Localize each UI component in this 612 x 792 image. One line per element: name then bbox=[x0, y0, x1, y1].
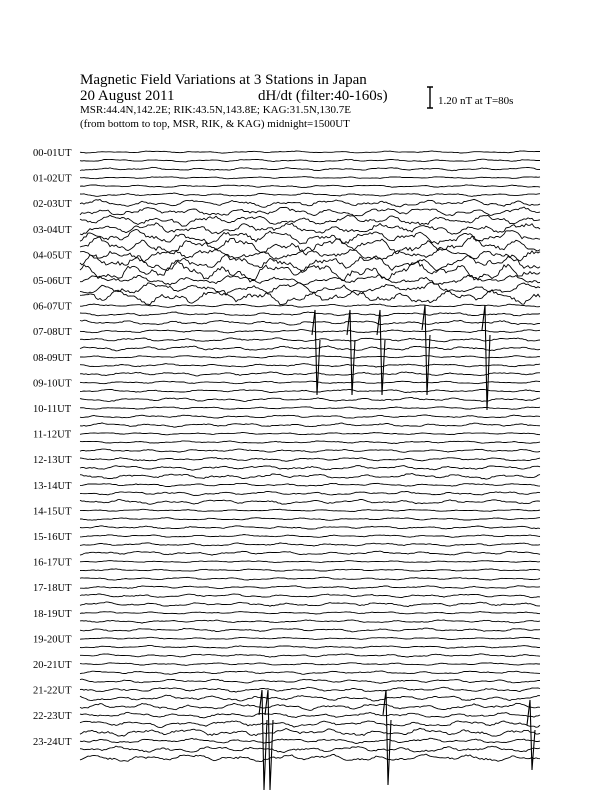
trace-RIK-08-09UT bbox=[80, 364, 540, 368]
trace-MSR-04-05UT bbox=[80, 247, 540, 262]
trace-KAG-07-08UT bbox=[80, 346, 540, 351]
row-label-02-03UT: 02-03UT bbox=[33, 199, 72, 211]
trace-MSR-08-09UT bbox=[80, 356, 540, 359]
trace-KAG-00-01UT bbox=[80, 167, 540, 171]
spike-trace-2 bbox=[377, 310, 385, 395]
trace-MSR-07-08UT bbox=[80, 330, 540, 333]
trace-MSR-13-14UT bbox=[80, 483, 540, 486]
trace-MSR-23-24UT bbox=[80, 738, 540, 743]
row-label-14-15UT: 14-15UT bbox=[33, 506, 72, 518]
trace-KAG-06-07UT bbox=[80, 320, 540, 325]
row-label-09-10UT: 09-10UT bbox=[33, 378, 72, 390]
spike-trace-7 bbox=[383, 690, 391, 785]
row-label-06-07UT: 06-07UT bbox=[33, 301, 72, 313]
trace-KAG-21-22UT bbox=[80, 703, 540, 710]
trace-KAG-09-10UT bbox=[80, 398, 540, 402]
trace-KAG-01-02UT bbox=[80, 193, 540, 196]
trace-KAG-20-21UT bbox=[80, 679, 540, 683]
trace-RIK-23-24UT bbox=[80, 746, 540, 752]
trace-KAG-19-20UT bbox=[80, 654, 540, 657]
trace-MSR-01-02UT bbox=[80, 177, 540, 179]
trace-KAG-03-04UT bbox=[80, 236, 540, 255]
row-label-15-16UT: 15-16UT bbox=[33, 532, 72, 543]
trace-KAG-23-24UT bbox=[80, 754, 540, 762]
trace-MSR-03-04UT bbox=[80, 223, 540, 235]
row-label-11-12UT: 11-12UT bbox=[33, 429, 72, 441]
trace-RIK-09-10UT bbox=[80, 389, 540, 392]
trace-MSR-02-03UT bbox=[80, 199, 540, 207]
trace-RIK-00-01UT bbox=[80, 159, 540, 162]
row-label-20-21UT: 20-21UT bbox=[33, 660, 72, 671]
trace-MSR-17-18UT bbox=[80, 586, 540, 589]
trace-MSR-16-17UT bbox=[80, 561, 540, 563]
trace-RIK-21-22UT bbox=[80, 695, 540, 701]
trace-RIK-06-07UT bbox=[80, 312, 540, 316]
trace-RIK-22-23UT bbox=[80, 721, 540, 727]
trace-RIK-19-20UT bbox=[80, 645, 540, 648]
row-label-08-09UT: 08-09UT bbox=[33, 352, 72, 364]
scale-bar bbox=[427, 87, 433, 108]
chart-title: Magnetic Field Variations at 3 Stations in Japan bbox=[80, 72, 367, 88]
trace-RIK-10-11UT bbox=[80, 415, 540, 418]
trace-KAG-16-17UT bbox=[80, 577, 540, 580]
trace-RIK-12-13UT bbox=[80, 466, 540, 471]
row-label-17-18UT: 17-18UT bbox=[33, 583, 72, 595]
trace-RIK-02-03UT bbox=[80, 207, 540, 216]
trace-KAG-18-19UT bbox=[80, 628, 540, 632]
trace-RIK-20-21UT bbox=[80, 671, 540, 674]
trace-MSR-00-01UT bbox=[80, 151, 540, 153]
row-label-07-08UT: 07-08UT bbox=[33, 327, 72, 339]
trace-MSR-22-23UT bbox=[80, 712, 540, 718]
trace-MSR-11-12UT bbox=[80, 432, 540, 434]
trace-KAG-13-14UT bbox=[80, 499, 540, 504]
trace-KAG-12-13UT bbox=[80, 474, 540, 480]
row-label-04-05UT: 04-05UT bbox=[33, 250, 72, 262]
spike-trace-8 bbox=[527, 700, 535, 770]
trace-RIK-11-12UT bbox=[80, 441, 540, 444]
row-label-13-14UT: 13-14UT bbox=[33, 480, 72, 492]
order-note: (from bottom to top, MSR, RIK, & KAG) midnight=1500UT bbox=[80, 118, 350, 130]
row-label-16-17UT: 16-17UT bbox=[33, 557, 72, 569]
row-label-19-20UT: 19-20UT bbox=[33, 634, 72, 646]
trace-MSR-09-10UT bbox=[80, 381, 540, 384]
quantity-label: dH/dt (filter:40-160s) bbox=[258, 88, 388, 104]
row-label-23-24UT: 23-24UT bbox=[33, 736, 72, 748]
trace-MSR-18-19UT bbox=[80, 612, 540, 615]
trace-KAG-22-23UT bbox=[80, 728, 540, 736]
trace-RIK-14-15UT bbox=[80, 518, 540, 521]
trace-KAG-17-18UT bbox=[80, 602, 540, 607]
trace-MSR-14-15UT bbox=[80, 509, 540, 511]
trace-MSR-12-13UT bbox=[80, 458, 540, 462]
trace-KAG-10-11UT bbox=[80, 423, 540, 427]
trace-RIK-07-08UT bbox=[80, 338, 540, 342]
trace-MSR-05-06UT bbox=[80, 275, 540, 285]
trace-KAG-14-15UT bbox=[80, 526, 540, 529]
scale-label: 1.20 nT at T=80s bbox=[438, 95, 514, 107]
spike-trace-3 bbox=[422, 305, 430, 395]
trace-MSR-10-11UT bbox=[80, 407, 540, 410]
row-label-00-01UT: 00-01UT bbox=[33, 148, 72, 159]
trace-RIK-05-06UT bbox=[80, 282, 540, 295]
trace-KAG-15-16UT bbox=[80, 551, 540, 555]
trace-RIK-17-18UT bbox=[80, 594, 540, 598]
trace-MSR-20-21UT bbox=[80, 663, 540, 666]
trace-RIK-01-02UT bbox=[80, 185, 540, 188]
trace-RIK-16-17UT bbox=[80, 569, 540, 571]
row-label-21-22UT: 21-22UT bbox=[33, 685, 72, 697]
trace-KAG-11-12UT bbox=[80, 449, 540, 452]
trace-KAG-08-09UT bbox=[80, 372, 540, 376]
row-label-22-23UT: 22-23UT bbox=[33, 711, 72, 723]
row-label-03-04UT: 03-04UT bbox=[33, 224, 72, 236]
row-label-10-11UT: 10-11UT bbox=[33, 404, 72, 415]
stations-label: MSR:44.4N,142.2E; RIK:43.5N,143.8E; KAG:31.5N,130.7E bbox=[80, 104, 352, 116]
row-label-05-06UT: 05-06UT bbox=[33, 276, 72, 287]
trace-RIK-04-05UT bbox=[80, 254, 540, 272]
trace-MSR-19-20UT bbox=[80, 637, 540, 639]
trace-RIK-18-19UT bbox=[80, 620, 540, 623]
trace-MSR-15-16UT bbox=[80, 535, 540, 538]
trace-KAG-02-03UT bbox=[80, 215, 540, 226]
date-label: 20 August 2011 bbox=[80, 88, 175, 104]
trace-RIK-15-16UT bbox=[80, 543, 540, 546]
trace-MSR-21-22UT bbox=[80, 687, 540, 692]
row-label-12-13UT: 12-13UT bbox=[33, 455, 72, 467]
row-label-18-19UT: 18-19UT bbox=[33, 608, 72, 620]
trace-RIK-13-14UT bbox=[80, 491, 540, 495]
row-label-01-02UT: 01-02UT bbox=[33, 173, 72, 185]
